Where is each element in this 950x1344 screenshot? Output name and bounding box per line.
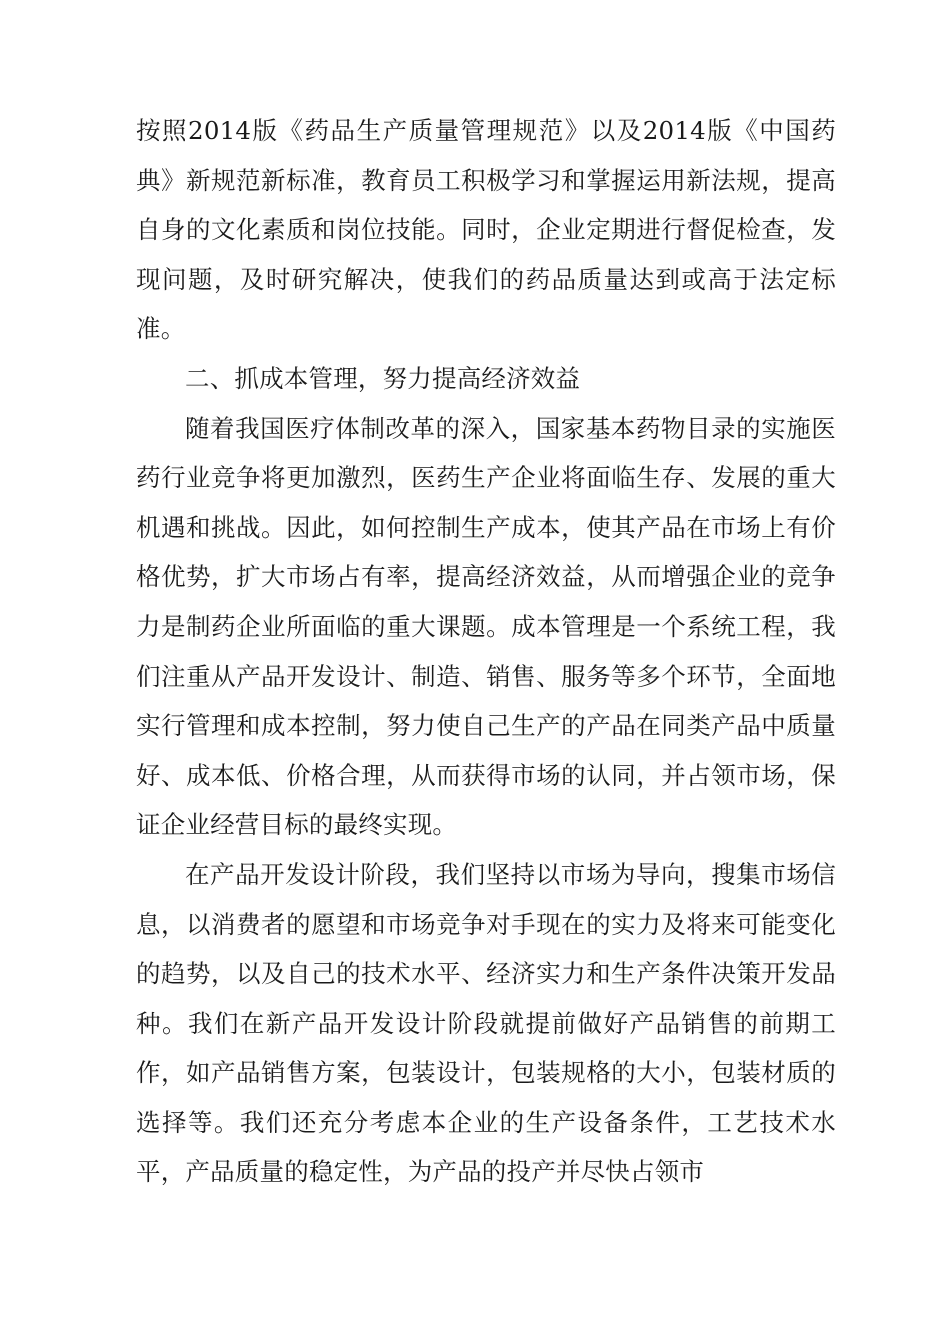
section-heading: 二、抓成本管理，努力提高经济效益 [185,363,581,393]
paragraph-product-design: 在产品开发设计阶段，我们坚持以市场为导向，搜集市场信息，以消费者的愿望和市场竞争对手现在的实力及将来可能变化的趋势，以及自己的技术水平、经济实力和生产条件决策开发品种。我们在新产品开发设计阶段就提前做好产品销售的前期工作，如产品销售方案，包装设计，包装规格的大小，包装材质的选择等。我们还充分考虑本企业的生产设备条件，工艺技术水平，产品质量的稳定性，为产品的投产并尽快占领市 [136,859,836,1187]
document-body [136,106,836,1197]
paragraph-cost-management: 随着我国医疗体制改革的深入，国家基本药物目录的实施医药行业竞争将更加激烈，医药生产企业将面临生存、发展的重大机遇和挑战。因此，如何控制生产成本，使其产品在市场上有价格优势，扩大市场占有率，提高经济效益，从而增强企业的竞争力是制药企业所面临的重大课题。成本管理是一个系统工程，我们注重从产品开发设计、制造、销售、服务等多个环节，全面地实行管理和成本控制，努力使自己生产的产品在同类产品中质量好、成本低、价格合理，从而获得市场的认同，并占领市场，保证企业经营目标的最终实现。 [136,413,836,840]
paragraph-continuation: 按照2014版《药品生产质量管理规范》以及2014版《中国药典》新规范新标准，教育员工积极学习和掌握运用新法规，提高自身的文化素质和岗位技能。同时，企业定期进行督促检查，发现问题，及时研究解决，使我们的药品质量达到或高于法定标准。 [136,116,836,344]
